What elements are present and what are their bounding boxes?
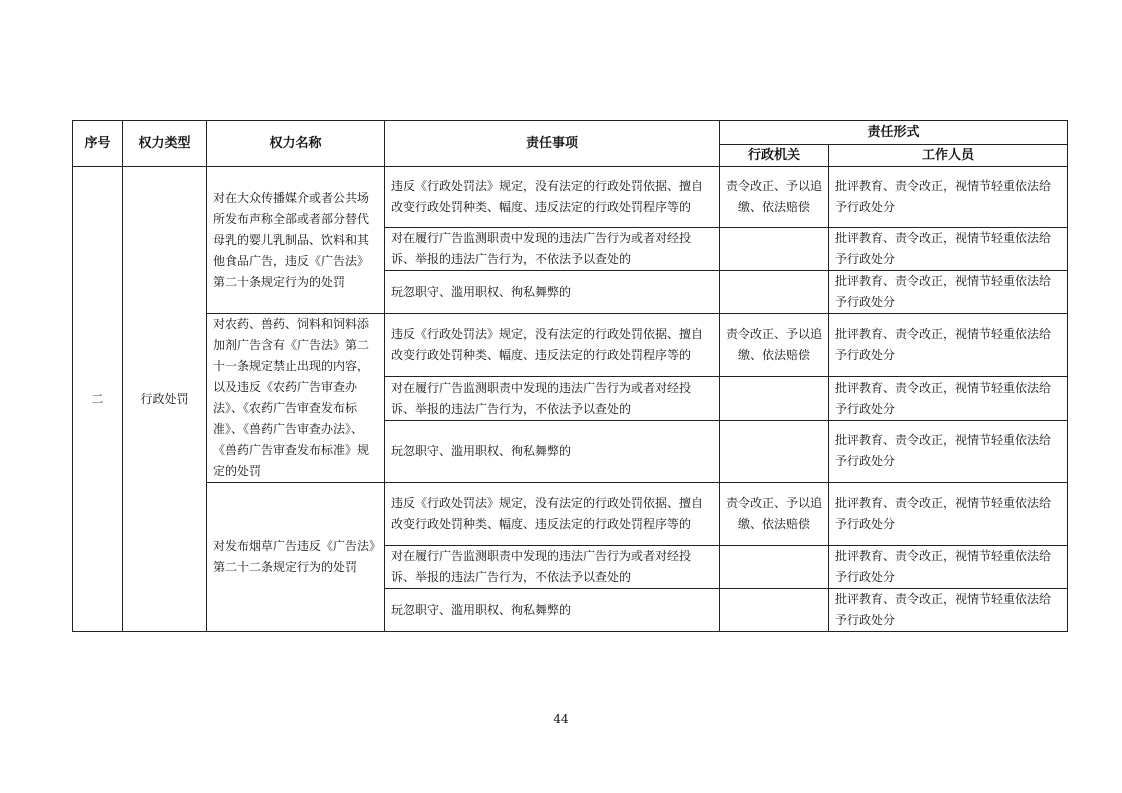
matter-cell: 玩忽职守、滥用职权、徇私舞弊的 xyxy=(385,271,720,314)
header-power-type: 权力类型 xyxy=(123,121,207,167)
staff-cell: 批评教育、责令改正，视情节轻重依法给予行政处分 xyxy=(829,271,1068,314)
header-staff: 工作人员 xyxy=(829,145,1068,167)
matter-cell: 违反《行政处罚法》规定，没有法定的行政处罚依据、擅自改变行政处罚种类、幅度、违反法定的行政处罚程序等的 xyxy=(385,314,720,377)
staff-cell: 批评教育、责令改正，视情节轻重依法给予行政处分 xyxy=(829,420,1068,482)
power-name-cell: 对发布烟草广告违反《广告法》第二十二条规定行为的处罚 xyxy=(207,483,385,632)
power-type-cell: 行政处罚 xyxy=(123,167,207,632)
agency-cell xyxy=(720,589,829,632)
power-name-cell: 对在大众传播媒介或者公共场所发布声称全部或者部分替代母乳的婴儿乳制品、饮料和其他食品广告，违反《广告法》第二十条规定行为的处罚 xyxy=(207,167,385,314)
header-agency: 行政机关 xyxy=(720,145,829,167)
agency-cell xyxy=(720,420,829,482)
matter-cell: 违反《行政处罚法》规定，没有法定的行政处罚依据、擅自改变行政处罚种类、幅度、违反法定的行政处罚程序等的 xyxy=(385,483,720,546)
matter-cell: 玩忽职守、滥用职权、徇私舞弊的 xyxy=(385,420,720,482)
header-power-name: 权力名称 xyxy=(207,121,385,167)
header-seq: 序号 xyxy=(73,121,123,167)
agency-cell xyxy=(720,228,829,271)
header-responsibility-matter: 责任事项 xyxy=(385,121,720,167)
staff-cell: 批评教育、责令改正，视情节轻重依法给予行政处分 xyxy=(829,167,1068,228)
matter-cell: 违反《行政处罚法》规定，没有法定的行政处罚依据、擅自改变行政处罚种类、幅度、违反法定的行政处罚程序等的 xyxy=(385,167,720,228)
header-responsibility-form: 责任形式 xyxy=(720,121,1068,145)
staff-cell: 批评教育、责令改正，视情节轻重依法给予行政处分 xyxy=(829,589,1068,632)
staff-cell: 批评教育、责令改正，视情节轻重依法给予行政处分 xyxy=(829,228,1068,271)
page-number: 44 xyxy=(553,712,569,726)
table-row xyxy=(73,483,1068,546)
header-row-1 xyxy=(73,121,1068,145)
power-name-cell: 对农药、兽药、饲料和饲料添加剂广告含有《广告法》第二十一条规定禁止出现的内容，以及违反《农药广告审查办法》、《农药广告审查发布标准》、《兽药广告审查办法》、《兽药广告审查发布标准》规定的处罚 xyxy=(207,314,385,483)
matter-cell: 对在履行广告监测职责中发现的违法广告行为或者对经投诉、举报的违法广告行为，不依法予以查处的 xyxy=(385,546,720,589)
matter-cell: 对在履行广告监测职责中发现的违法广告行为或者对经投诉、举报的违法广告行为，不依法予以查处的 xyxy=(385,228,720,271)
table-row xyxy=(73,167,1068,228)
agency-cell: 责令改正、予以追缴、依法赔偿 xyxy=(720,483,829,546)
agency-cell xyxy=(720,377,829,420)
staff-cell: 批评教育、责令改正，视情节轻重依法给予行政处分 xyxy=(829,546,1068,589)
agency-cell: 责令改正、予以追缴、依法赔偿 xyxy=(720,167,829,228)
agency-cell: 责令改正、予以追缴、依法赔偿 xyxy=(720,314,829,377)
responsibility-table xyxy=(72,120,1068,632)
staff-cell: 批评教育、责令改正，视情节轻重依法给予行政处分 xyxy=(829,483,1068,546)
agency-cell xyxy=(720,271,829,314)
seq-cell: 二 xyxy=(73,167,123,632)
matter-cell: 玩忽职守、滥用职权、徇私舞弊的 xyxy=(385,589,720,632)
agency-cell xyxy=(720,546,829,589)
table-row xyxy=(73,314,1068,377)
staff-cell: 批评教育、责令改正，视情节轻重依法给予行政处分 xyxy=(829,377,1068,420)
matter-cell: 对在履行广告监测职责中发现的违法广告行为或者对经投诉、举报的违法广告行为，不依法予以查处的 xyxy=(385,377,720,420)
staff-cell: 批评教育、责令改正，视情节轻重依法给予行政处分 xyxy=(829,314,1068,377)
